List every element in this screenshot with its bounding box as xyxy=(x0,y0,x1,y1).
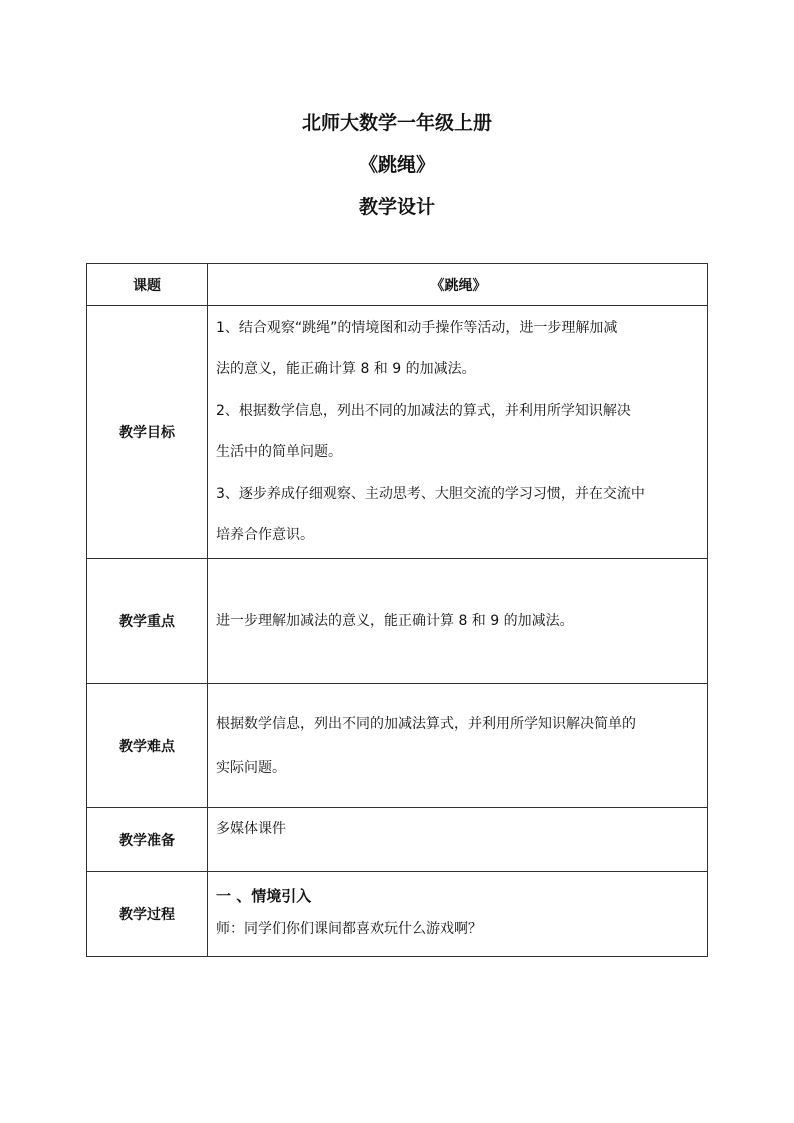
goal-line: 1、结合观察“跳绳”的情境图和动手操作等活动，进一步理解加减 xyxy=(216,319,618,336)
row-key-points xyxy=(87,559,708,684)
row-goals xyxy=(87,306,708,559)
topic-value: 《跳绳》 xyxy=(208,264,708,306)
row-preparation xyxy=(87,808,708,872)
topic-label: 课题 xyxy=(87,264,208,306)
process-heading: 一 、情境引入 xyxy=(216,887,312,905)
goal-line: 法的意义，能正确计算 8 和 9 的加减法。 xyxy=(216,361,476,377)
document-title-block xyxy=(0,102,794,228)
goal-line: 2、根据数学信息，列出不同的加减法的算式，并利用所学知识解决 xyxy=(216,402,631,419)
difficulty-line: 根据数学信息，列出不同的加减法算式，并利用所学知识解决简单的 xyxy=(216,715,636,732)
lesson-plan-table xyxy=(86,263,708,957)
difficulties-content xyxy=(208,684,708,808)
preparation-text: 多媒体课件 xyxy=(216,821,286,837)
goal-line: 生活中的简单问题。 xyxy=(216,444,342,460)
preparation-label: 教学准备 xyxy=(87,808,208,872)
process-text: 师：同学们你们课间都喜欢玩什么游戏啊？ xyxy=(216,921,482,937)
goal-line: 3、逐步养成仔细观察、主动思考、大胆交流的学习习惯，并在交流中 xyxy=(216,485,645,502)
row-process xyxy=(87,872,708,957)
goal-line: 培养合作意识。 xyxy=(216,527,314,543)
key-points-label: 教学重点 xyxy=(87,559,208,684)
process-content xyxy=(208,872,708,957)
difficulties-label: 教学难点 xyxy=(87,684,208,808)
goals-content xyxy=(208,306,708,559)
row-topic xyxy=(87,264,708,306)
goals-label: 教学目标 xyxy=(87,306,208,559)
preparation-content xyxy=(208,808,708,872)
row-difficulties xyxy=(87,684,708,808)
difficulty-line: 实际问题。 xyxy=(216,759,286,776)
document-title: 北师大数学一年级上册 xyxy=(301,112,492,134)
process-label: 教学过程 xyxy=(87,872,208,957)
lesson-name-title: 《跳绳》 xyxy=(358,154,435,176)
key-points-content: 进一步理解加减法的意义，能正确计算 8 和 9 的加减法。 xyxy=(208,559,708,684)
document-subtitle: 教学设计 xyxy=(358,196,435,218)
